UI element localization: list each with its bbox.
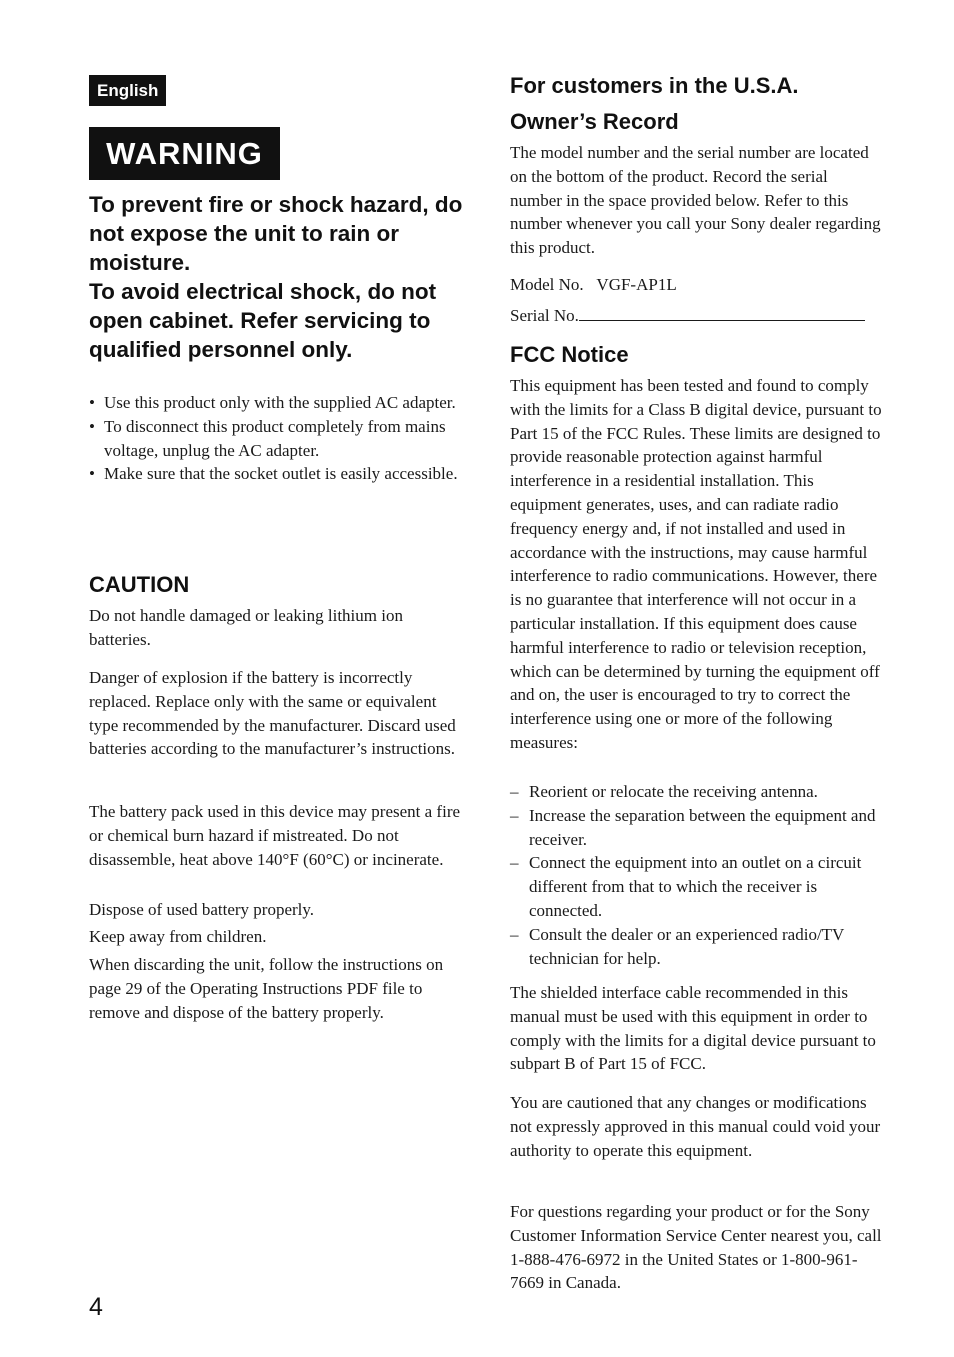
caution-paragraph-3: The battery pack used in this device may present a fire or chemical burn hazard if mistreated. Do not disassemble, heat above 140°F (60°C) or incinerate.	[89, 802, 461, 869]
caution-paragraph-2: Danger of explosion if the battery is incorrectly replaced. Replace only with the same or equivalent type recommended by the manufacturer. Discard used batteries according to the manufacturer’s instructions.	[89, 668, 456, 759]
caution-paragraph-1: Do not handle damaged or leaking lithium ion batteries.	[89, 606, 403, 649]
list-item: – Consult the dealer or an experienced radio/TV technician for help.	[510, 923, 882, 971]
language-tag: English	[89, 75, 166, 106]
fcc-measures-list	[510, 780, 882, 970]
hazard-line-2: To avoid electrical shock, do not open cabinet. Refer servicing to qualified personnel only.	[89, 279, 437, 362]
caution-paragraph-4: Dispose of used battery properly.	[89, 900, 315, 919]
fcc-paragraph-2: The shielded interface cable recommended in this manual must be used with this equipment in order to comply with the limits for a digital device pursuant to subpart B of Part 15 of FCC.	[510, 983, 876, 1074]
list-item: – Reorient or relocate the receiving antenna.	[510, 780, 882, 804]
fcc-paragraph-3: You are cautioned that any changes or modifications not expressly approved in this manual could void your authority to operate this equipment.	[510, 1093, 881, 1160]
safety-bullet-list	[89, 391, 461, 486]
fcc-heading: FCC Notice	[510, 342, 629, 367]
model-label: Model No.	[510, 275, 584, 294]
list-item: • To disconnect this product completely from mains voltage, unplug the AC adapter.	[89, 415, 461, 463]
caution-paragraph-5: Keep away from children.	[89, 927, 267, 946]
list-item: • Make sure that the socket outlet is easily accessible.	[89, 462, 461, 486]
usa-heading: For customers in the U.S.A.	[510, 73, 799, 98]
list-item: • Use this product only with the supplied AC adapter.	[89, 391, 461, 415]
list-item: – Connect the equipment into an outlet on a circuit different from that to which the receiver is connected.	[510, 851, 882, 922]
fcc-paragraph-4: For questions regarding your product or for the Sony Customer Information Service Center nearest you, call 1-888-476-6972 in the United States or 1-800-961-7669 in Canada.	[510, 1202, 882, 1293]
hazard-line-1: To prevent fire or shock hazard, do not expose the unit to rain or moisture.	[89, 192, 463, 275]
fcc-paragraph-1: This equipment has been tested and found to comply with the limits for a Class B digital device, pursuant to Part 15 of the FCC Rules. These limits are designed to provide reasonable protection against harmful interference in a residential installation. This equipment generates, uses, and can radiate radio frequency energy and, if not installed and used in accordance with the instructions, may cause harmful interference to radio communications. However, there is no guarantee that interference will not occur in a particular installation. If this equipment does cause harmful interference to radio or television reception, which can be determined by turning the equipment off and on, the user is encouraged to try to correct the interference using one or more of the following measures:	[510, 376, 882, 752]
model-value: VGF-AP1L	[596, 275, 677, 294]
serial-number-field	[579, 300, 865, 321]
hazard-statement	[89, 190, 469, 364]
serial-number-row	[510, 300, 882, 328]
owners-record-text: The model number and the serial number are located on the bottom of the product. Record the serial number in the space provided below. Refer to this number whenever you call your Sony dealer regarding this product.	[510, 143, 881, 258]
warning-label: WARNING	[89, 127, 280, 180]
caution-heading: CAUTION	[89, 572, 190, 597]
caution-paragraph-6: When discarding the unit, follow the instructions on page 29 of the Operating Instructions PDF file to remove and dispose of the battery properly.	[89, 955, 444, 1022]
serial-label: Serial No.	[510, 306, 579, 325]
list-item: – Increase the separation between the equipment and receiver.	[510, 804, 882, 852]
page-number: 4	[89, 1293, 103, 1321]
owners-record-heading: Owner’s Record	[510, 109, 679, 134]
model-number-row	[510, 273, 882, 297]
